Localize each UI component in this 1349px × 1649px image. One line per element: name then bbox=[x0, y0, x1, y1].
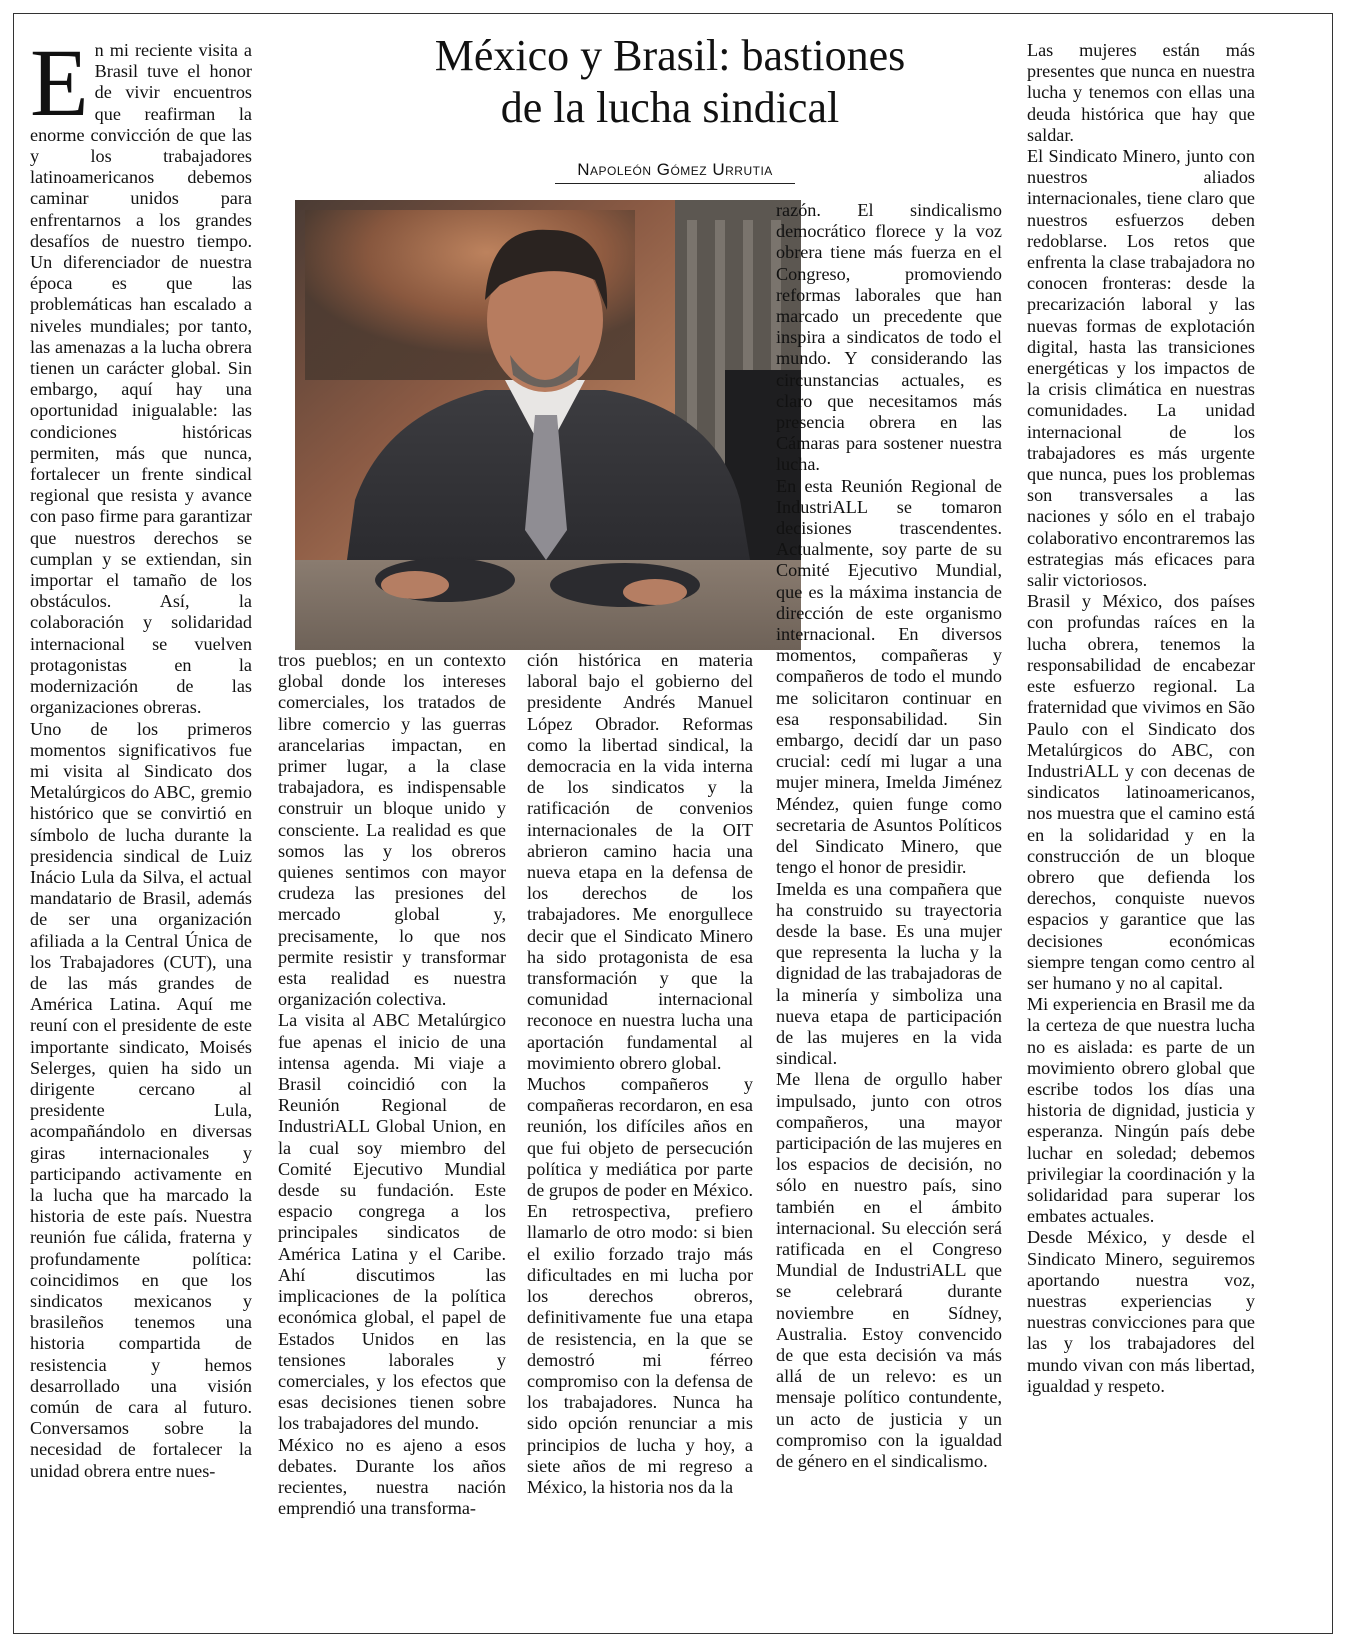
photo-portrait-icon bbox=[295, 200, 801, 650]
author-byline: Napoleón Gómez Urrutia bbox=[577, 160, 773, 179]
title-line-2: de la lucha sindical bbox=[500, 83, 840, 132]
paragraph: México no es ajeno a esos debates. Durante los años recientes, nuestra nación emprendió una transforma- bbox=[278, 1434, 506, 1519]
paragraph: La visita al ABC Metalúrgico fue apenas el inicio de una intensa agenda. Mi viaje a Brasil coincidió con la Reunión Regional de IndustriALL Global Union, en la cual soy miembro del Comité Ejecutivo Mundial desde su fundación. Este espacio congrega a los principales sindicatos de América Latina y el Caribe. Ahí discutimos las implicaciones de la política económica global, el papel de Estados Unidos en las tensiones laborales y comerciales, y los efectos que esas decisiones tienen sobre los trabajadores del mundo. bbox=[278, 1010, 506, 1434]
paragraph: Desde México, y desde el Sindicato Minero, seguiremos aportando nuestra voz, nuestras experiencias y nuestras convicciones para que las y los trabajadores del mundo vivan con más libertad, igualdad y respeto. bbox=[1027, 1227, 1255, 1396]
byline-underline bbox=[555, 183, 795, 184]
paragraph: Muchos compañeros y compañeras recordaron, en esa reunión, los difíciles años en que fui objeto de persecución política y mediática por parte de grupos de poder en México. En retrospectiva, prefiero llamarlo de otro modo: si bien el exilio forzado trajo más dificultades en mi lucha por los derechos obreros, definitivamente fue una etapa de resistencia, en la que se demostró mi férreo compromiso con la defensa de los trabajadores. Nunca ha sido opción renunciar a mis principios de lucha y hoy, a siete años de mi regreso a México, la historia nos da la bbox=[527, 1074, 753, 1497]
author-photo bbox=[295, 200, 801, 650]
paragraph: razón. El sindicalismo democrático florece y la voz obrera tiene más fuerza en el Congreso, promoviendo reformas laborales que han marcado un precedente que inspira a sindicatos de todo el mundo. Y considerando las circunstancias actuales, es claro que necesitamos más presencia obrera en las Cámaras para sostener nuestra lucha. bbox=[776, 200, 1002, 475]
paragraph: El Sindicato Minero, junto con nuestros aliados internacionales, tiene claro que nuestros esfuerzos deben redoblarse. Los retos que enfrenta la clase trabajadora no conocen fronteras: desde la precarización laboral y las nuevas formas de explotación digital, hasta las transiciones energéticas y los impactos de la crisis climática en nuestras comunidades. La unidad internacional de los trabajadores es más urgente que nunca, pues los problemas son transversales a las naciones y sólo en el trabajo colaborativo encontraremos las estrategias más eficaces para salir victoriosos. bbox=[1027, 146, 1255, 591]
paragraph-text: n mi reciente visita a Brasil tuve el honor de vivir encuentros que reafirman la enorme convicción de que las y los trabajadores latinoamericanos debemos caminar unidos para enfrentarnos a los grandes desafíos de nuestro tiempo. Un diferenciador de nuestra época es que las problemáticas han escalado a niveles mundiales; por tanto, las amenazas a la lucha obrera tienen un carácter global. Sin embargo, aquí hay una oportunidad inigualable: las condiciones históricas permiten, más que nunca, fortalecer un frente sindical regional que resista y avance con paso firme para garantizar que nuestros derechos se cumplan y se extiendan, sin importar el tamaño de los obstáculos. Así, la colaboración y solidaridad internacional se vuelven protagonistas en la modernización de las organizaciones obreras. bbox=[30, 40, 252, 718]
column-1 bbox=[30, 29, 252, 1482]
paragraph: Brasil y México, dos países con profundas raíces en la lucha obrera, tenemos la responsabilidad de encabezar este esfuerzo regional. La fraternidad que vivimos en São Paulo con el Sindicato dos Metalúrgicos do ABC, con IndustriALL y con decenas de sindicatos latinoamericanos, nos muestra que el camino está en la solidaridad y en la construcción de un bloque obrero que defienda los derechos, conquiste nuevos espacios y garantice que las decisiones económicas siempre tengan como centro al ser humano y no al capital. bbox=[1027, 591, 1255, 993]
column-5 bbox=[1027, 40, 1255, 1397]
paragraph: Mi experiencia en Brasil me da la certeza de que nuestra lucha no es aislada: es parte de un movimiento obrero global que escribe todos los días una historia de dignidad, justicia y esperanza. Ningún país debe luchar en soledad; debemos privilegiar la coordinación y la solidaridad para superar los embates actuales. bbox=[1027, 994, 1255, 1227]
paragraph: tros pueblos; en un contexto global donde los intereses comerciales, los tratados de libre comercio y las guerras arancelarias impactan, en primer lugar, a la clase trabajadora, es indispensable construir un bloque unido y consciente. La realidad es que somos las y los obreros quienes sentimos con mayor crudeza las presiones del mercado global y, precisamente, lo que nos permite resistir y transformar esta realidad es nuestra organización colectiva. bbox=[278, 650, 506, 1010]
paragraph: Me llena de orgullo haber impulsado, junto con otros compañeros, una mayor participación de las mujeres en los espacios de decisión, no sólo en nuestro país, sino también en el ámbito internacional. Su elección será ratificada en el Congreso Mundial de IndustriALL que se celebrará durante noviembre en Sídney, Australia. Estoy convencido de que esta decisión va más allá de un relevo: es un mensaje político contundente, un acto de justicia y un compromiso con la igualdad de género en el sindicalismo. bbox=[776, 1069, 1002, 1471]
paragraph: Imelda es una compañera que ha construido su trayectoria desde la base. Es una mujer que representa la lucha y la dignidad de las trabajadoras de la minería y simboliza una nueva etapa de participación de las mujeres en la vida sindical. bbox=[776, 878, 1002, 1069]
article-title bbox=[360, 30, 980, 134]
paragraph bbox=[30, 29, 252, 719]
paragraph: Uno de los primeros momentos significativos fue mi visita al Sindicato dos Metalúrgicos do ABC, gremio histórico que se convirtió en símbolo de lucha durante la presidencia sindical de Luiz Inácio Lula da Silva, el actual mandatario de Brasil, además de ser una organización afiliada a la Central Única de los Trabajadores (CUT), una de las más grandes de América Latina. Aquí me reuní con el presidente de este importante sindicato, Moisés Selerges, quien ha sido un dirigente cercano al presidente Lula, acompañándolo en diversas giras internacionales y participando activamente en la lucha que ha marcado la historia de este país. Nuestra reunión fue cálida, fraterna y profundamente política: coincidimos en que los sindicatos mexicanos y brasileños tenemos una historia compartida de resistencia y hemos desarrollado una visión común de cara al futuro. Conversamos sobre la necesidad de fortalecer la unidad obrera entre nues- bbox=[30, 718, 252, 1481]
column-2 bbox=[278, 650, 506, 1519]
column-4 bbox=[776, 200, 1002, 1472]
paragraph: Las mujeres están más presentes que nunca en nuestra lucha y tenemos con ellas una deuda histórica que hay que saldar. bbox=[1027, 40, 1255, 145]
title-line-1: México y Brasil: bastiones bbox=[434, 31, 906, 80]
paragraph: En esta Reunión Regional de IndustriALL se tomaron decisiones trascendentes. Actualmente, soy parte de su Comité Ejecutivo Mundial, que es la máxima instancia de dirección de este organismo internacional. En diversos momentos, compañeras y compañeros de todo el mundo me solicitaron continuar en esa responsabilidad. Sin embargo, decidí dar un paso crucial: cedí mi lugar a una mujer minera, Imelda Jiménez Méndez, quien funge como secretaria de Asuntos Políticos del Sindicato Minero, que tengo el honor de presidir. bbox=[776, 475, 1002, 878]
drop-cap: E bbox=[30, 29, 89, 136]
paragraph: ción histórica en materia laboral bajo el gobierno del presidente Andrés Manuel López Obrador. Reformas como la libertad sindical, la democracia en la vida interna de los sindicatos y la ratificación de convenios internacionales de la OIT abrieron camino hacia una nueva etapa en la defensa de los derechos de los trabajadores. Me enorgullece decir que el Sindicato Minero ha sido protagonista de esa transformación y que la comunidad internacional reconoce en nuestra lucha una aportación fundamental al movimiento obrero global. bbox=[527, 650, 753, 1073]
column-3 bbox=[527, 650, 753, 1498]
